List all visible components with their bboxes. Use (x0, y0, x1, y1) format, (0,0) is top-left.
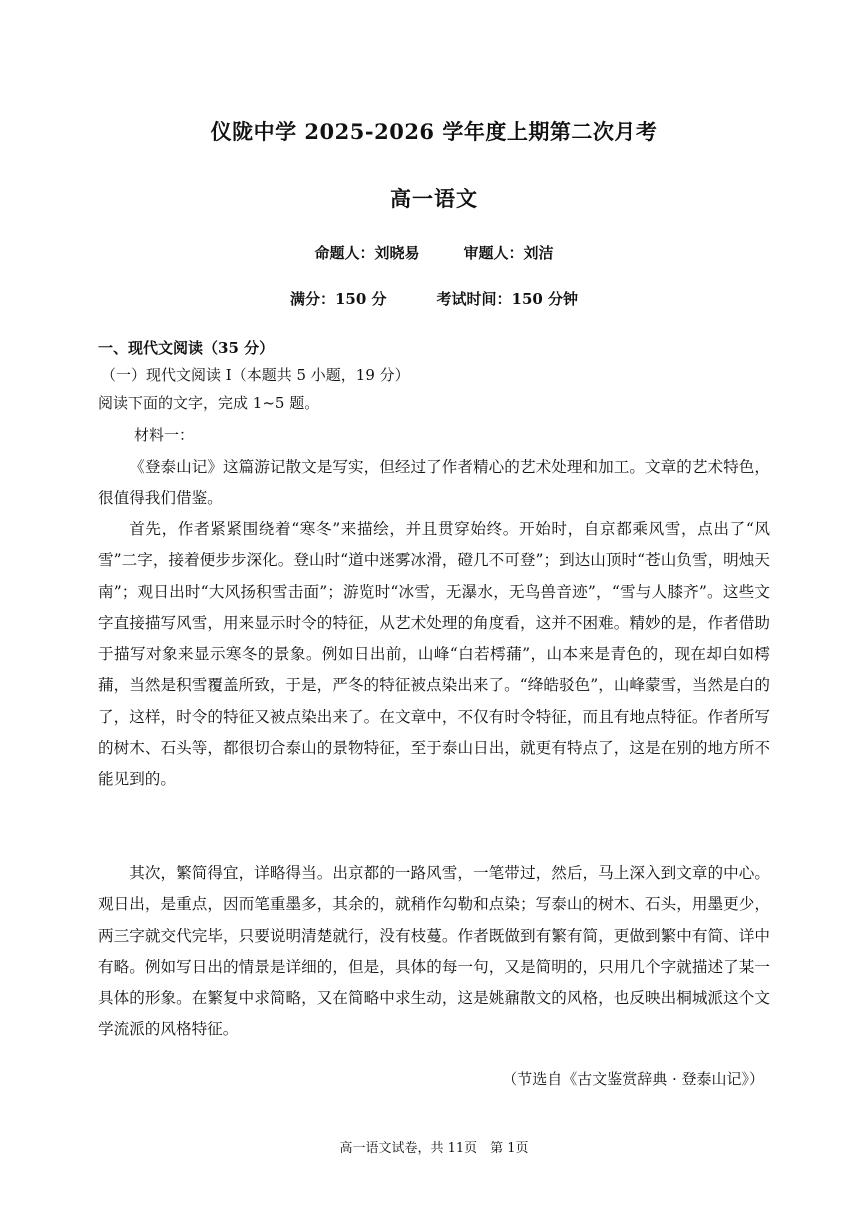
setter: 命题人：刘晓易 (314, 244, 420, 262)
material-label: 材料一： (134, 426, 195, 444)
passage-paragraph-2 (98, 514, 770, 796)
page-footer: 高一语文试卷，共 11页 第 1页 (339, 1141, 529, 1156)
paragraph-text: 首先，作者紧紧围绕着“寒冬”来描绘，并且贯穿始终。开始时，自京都乘风雪，点出了“风雪”二字，接着便步步深化。登山时“道中迷雾冰滑，磴几不可登”；到达山顶时“苍山负雪，明烛天南”；观日出时“大风扬积雪击面”；游览时“冰雪，无瀑水，无鸟兽音迹”，“雪与人膝齐”。这些文字直接描写风雪，用来显示时令的特征，从艺术处理的角度看，这并不困难。精妙的是，作者借助于描写对象来显示寒冬的景象。例如日出前，山峰“白若樗蒱”，山本来是青色的，现在却白如樗蒱，当然是积雪覆盖所致，于是，严冬的特征被点染出来了。“绛皓驳色”，山峰蒙雪，当然是白的了，这样，时令的特征又被点染出来了。在文章中，不仅有时令特征，而且有地点特征。作者所写的树木、石头等，都很切合泰山的景物特征，至于泰山日出，就更有特点了，这是在别的地方所不能见到的。 (98, 520, 770, 789)
passage-paragraph-3 (98, 858, 770, 1046)
reviewer: 审题人：刘洁 (463, 244, 554, 262)
paragraph-text: 其次，繁简得宜，详略得当。出京都的一路风雪，一笔带过，然后，马上深入到文章的中心。观日出，是重点，因而笔重墨多，其余的，就稍作勾勒和点染；写泰山的树木、石头，用墨更少，两三字就交代完毕，只要说明清楚就行，没有枝蔓。作者既做到有繁有简，更做到繁中有简、详中有略。例如写日出的情景是详细的，但是，具体的每一句，又是简明的，只用几个字就描述了某一具体的形象。在繁复中求简略，又在简略中求生动，这是姚鼐散文的风格，也反映出桐城派这个文学流派的风格特征。 (98, 864, 770, 1039)
passage-paragraph-1 (98, 452, 770, 515)
section-heading: 一、现代文阅读（35 分） (98, 339, 275, 357)
exam-title: 仪陇中学 2025-2026 学年度上期第二次月考 (210, 119, 658, 144)
authors-line (0, 242, 868, 263)
paragraph-text: 《登泰山记》这篇游记散文是写实，但经过了作者精心的艺术处理和加工。文章的艺术特色，很值得我们借鉴。 (98, 458, 770, 508)
scoring-line (0, 288, 868, 309)
full-score: 满分：150 分 (289, 290, 387, 308)
source-citation: （节选自《古文鉴赏辞典 · 登泰山记》） (502, 1070, 764, 1088)
exam-time: 考试时间：150 分钟 (436, 290, 579, 308)
exam-subject: 高一语文 (390, 186, 478, 211)
section-subheading: （一）现代文阅读 I（本题共 5 小题，19 分） (101, 366, 410, 384)
reading-instruction: 阅读下面的文字，完成 1~5 题。 (98, 394, 320, 412)
